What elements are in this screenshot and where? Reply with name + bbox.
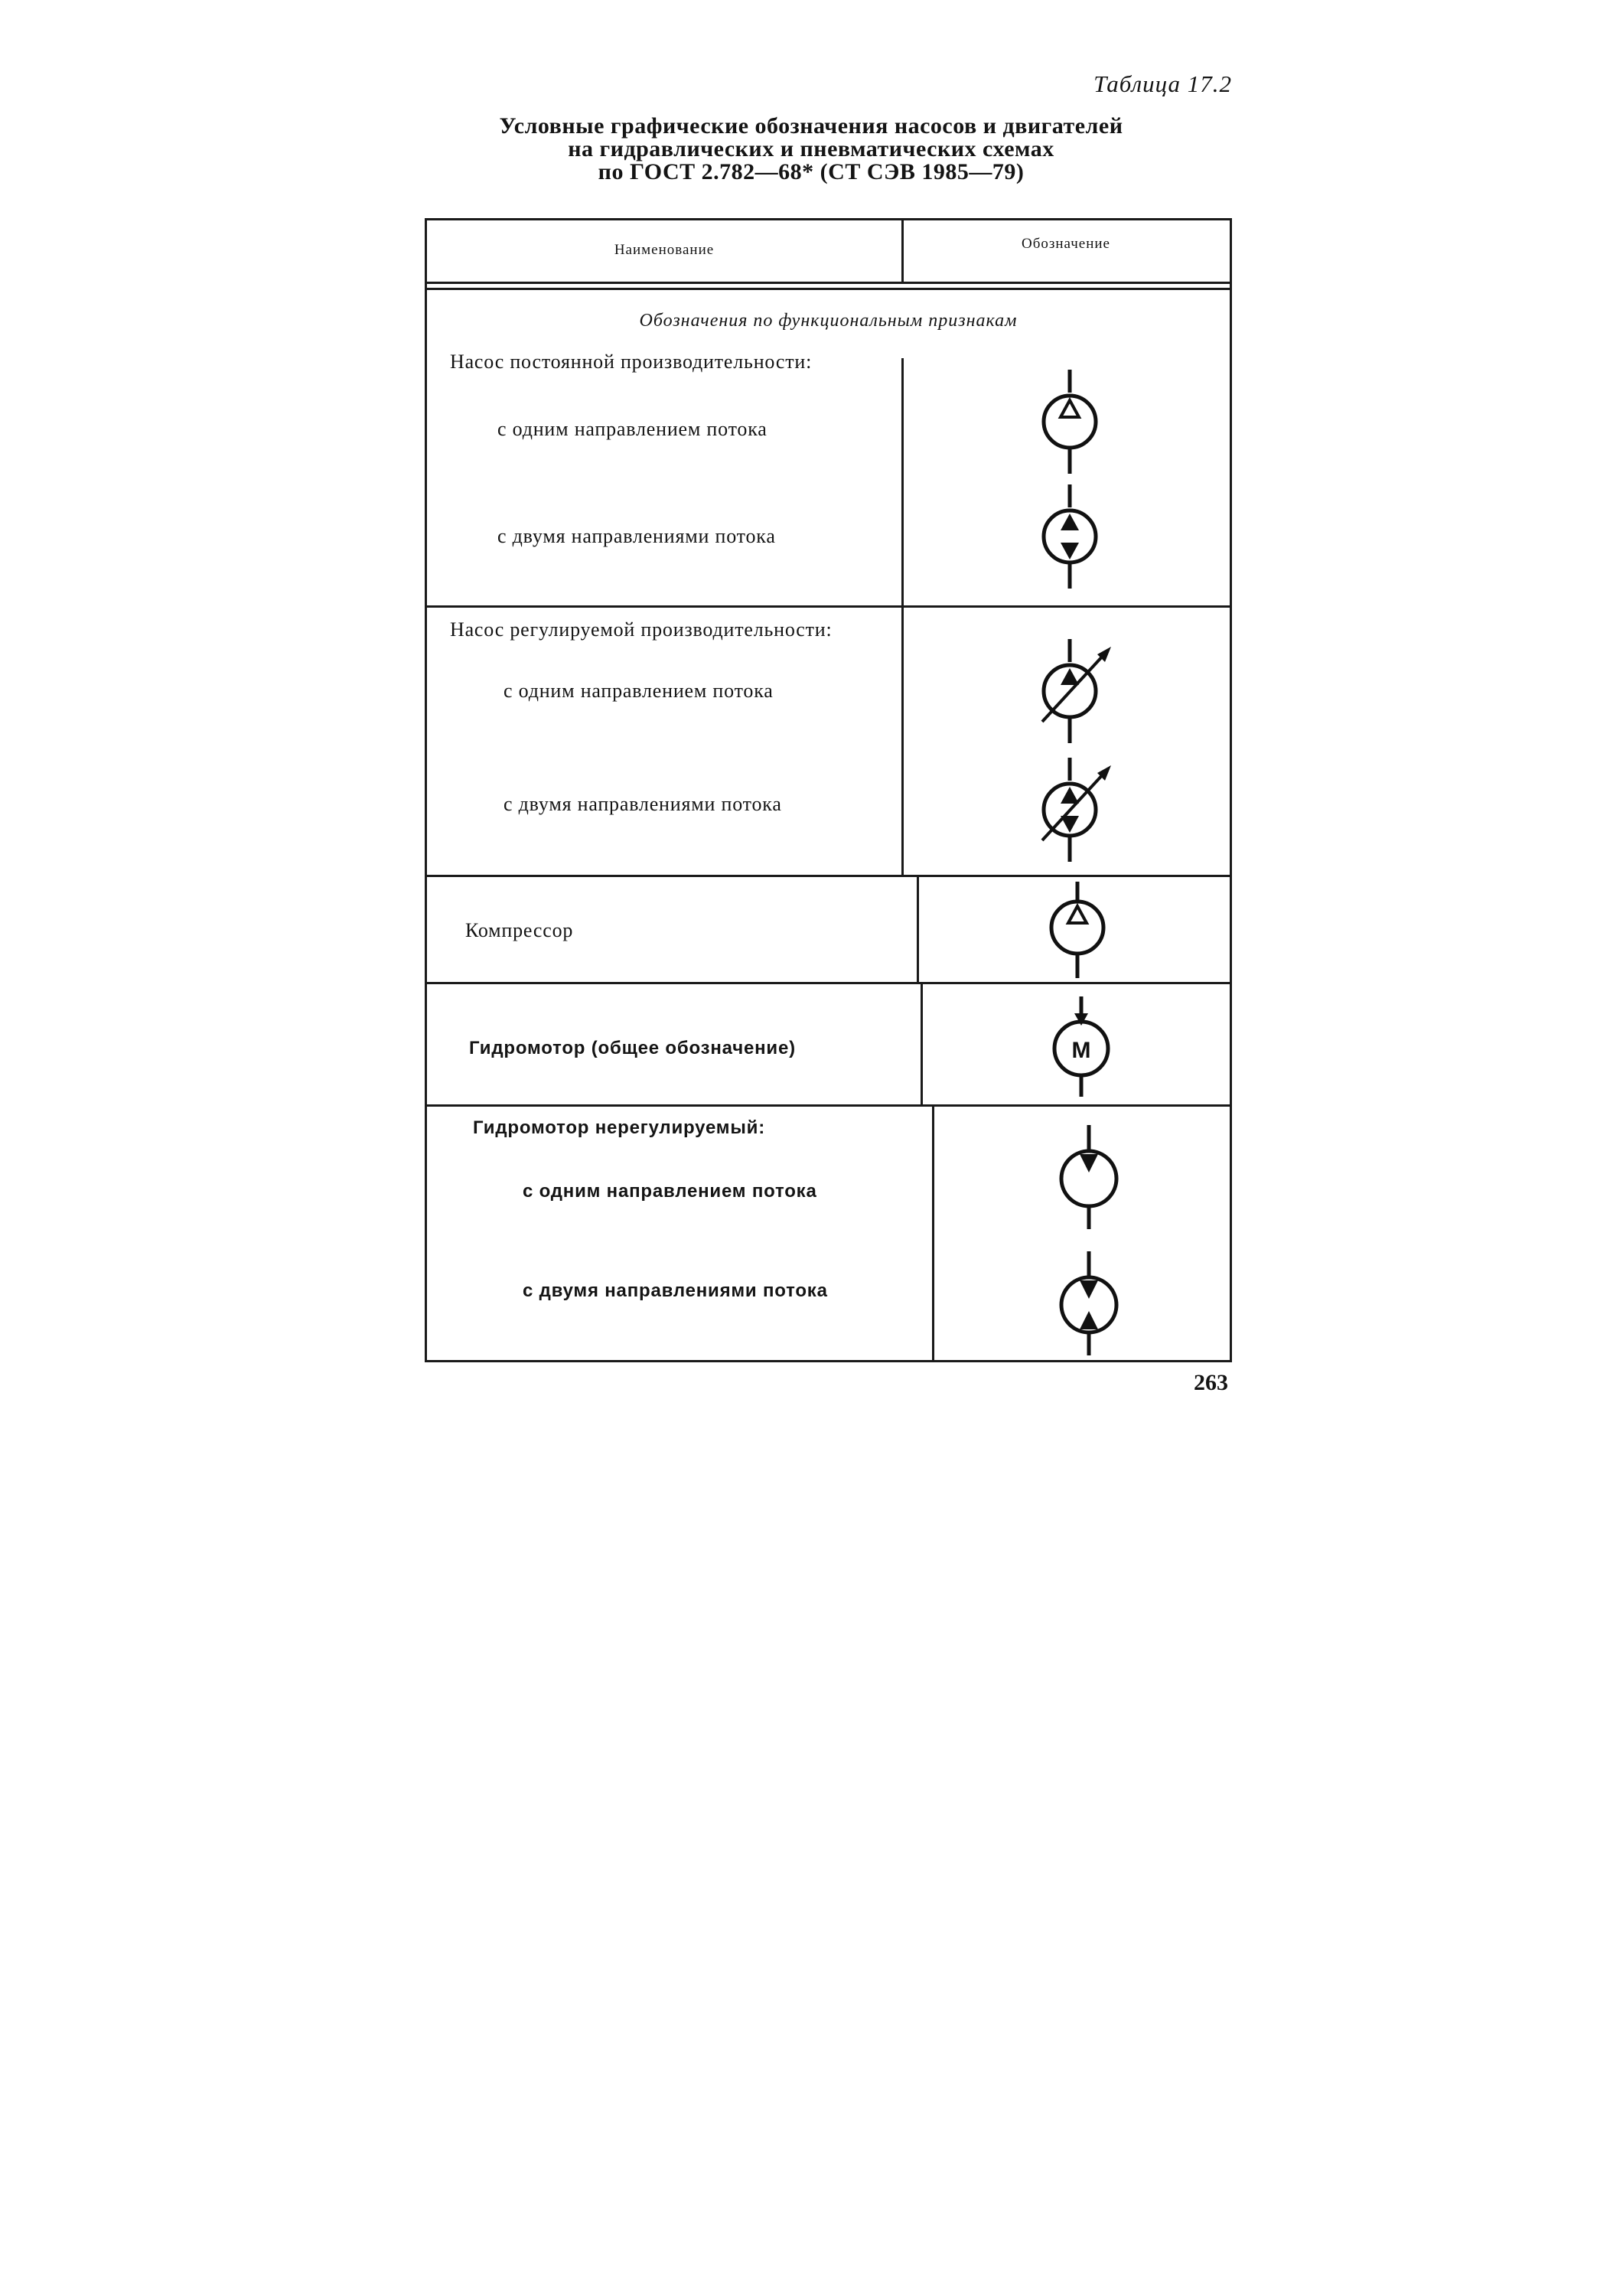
column-divider	[921, 982, 923, 1104]
group-divider	[427, 1104, 1230, 1107]
motor-two-way-symbol	[1054, 1250, 1123, 1357]
header-rule-double	[427, 288, 1230, 290]
title-line-1: Условные графические обозначения насосов и двигателей	[499, 113, 1123, 139]
item-motor-one-way: с одним направлением потока	[523, 1181, 817, 1202]
row-hydraulic-motor-general: Гидромотор (общее обозначение)	[469, 1038, 796, 1058]
header-divider	[901, 220, 904, 282]
page-number: 263	[1194, 1370, 1228, 1395]
variable-pump-one-way-symbol	[1031, 638, 1123, 745]
group-divider	[427, 982, 1230, 984]
group-divider	[427, 605, 1230, 608]
row-compressor: Компрессор	[465, 919, 574, 941]
pump-two-way-symbol	[1039, 483, 1100, 590]
item-motor-two-way: с двумя направлениями потока	[523, 1280, 828, 1301]
column-divider	[901, 605, 904, 875]
group-heading-variable-pump: Насос регулируемой производительности:	[450, 618, 833, 641]
title-line-3: по ГОСТ 2.782—68* (СТ СЭВ 1985—79)	[598, 159, 1025, 184]
item-fixed-pump-two-way: с двумя направлениями потока	[497, 525, 776, 547]
table-label: Таблица 17.2	[1093, 70, 1232, 97]
column-divider	[901, 358, 904, 605]
column-divider	[932, 1104, 934, 1361]
compressor-symbol	[1047, 880, 1108, 980]
symbols-table	[425, 218, 1232, 1362]
pump-one-way-symbol	[1039, 368, 1100, 475]
motor-letter: М	[1071, 1038, 1091, 1063]
item-variable-pump-two-way: с двумя направлениями потока	[504, 793, 782, 815]
group-divider	[427, 875, 1230, 877]
column-header-symbol: Обозначение	[1022, 236, 1110, 252]
header-rule	[427, 282, 1230, 284]
section-caption: Обозначения по функциональным признакам	[639, 311, 1018, 331]
variable-pump-two-way-symbol	[1031, 756, 1123, 863]
title-line-2: на гидравлических и пневматических схемах	[568, 136, 1054, 161]
motor-one-way-symbol	[1054, 1124, 1123, 1231]
hydraulic-motor-general-symbol	[1047, 995, 1116, 1098]
group-heading-fixed-pump: Насос постоянной производительности:	[450, 351, 813, 373]
item-fixed-pump-one-way: с одним направлением потока	[497, 418, 768, 440]
column-divider	[917, 875, 919, 982]
group-heading-motor-nonregulated: Гидромотор нерегулируемый:	[473, 1117, 766, 1138]
item-variable-pump-one-way: с одним направлением потока	[504, 680, 774, 702]
table-title	[429, 115, 1194, 184]
column-header-name: Наименование	[614, 242, 715, 258]
